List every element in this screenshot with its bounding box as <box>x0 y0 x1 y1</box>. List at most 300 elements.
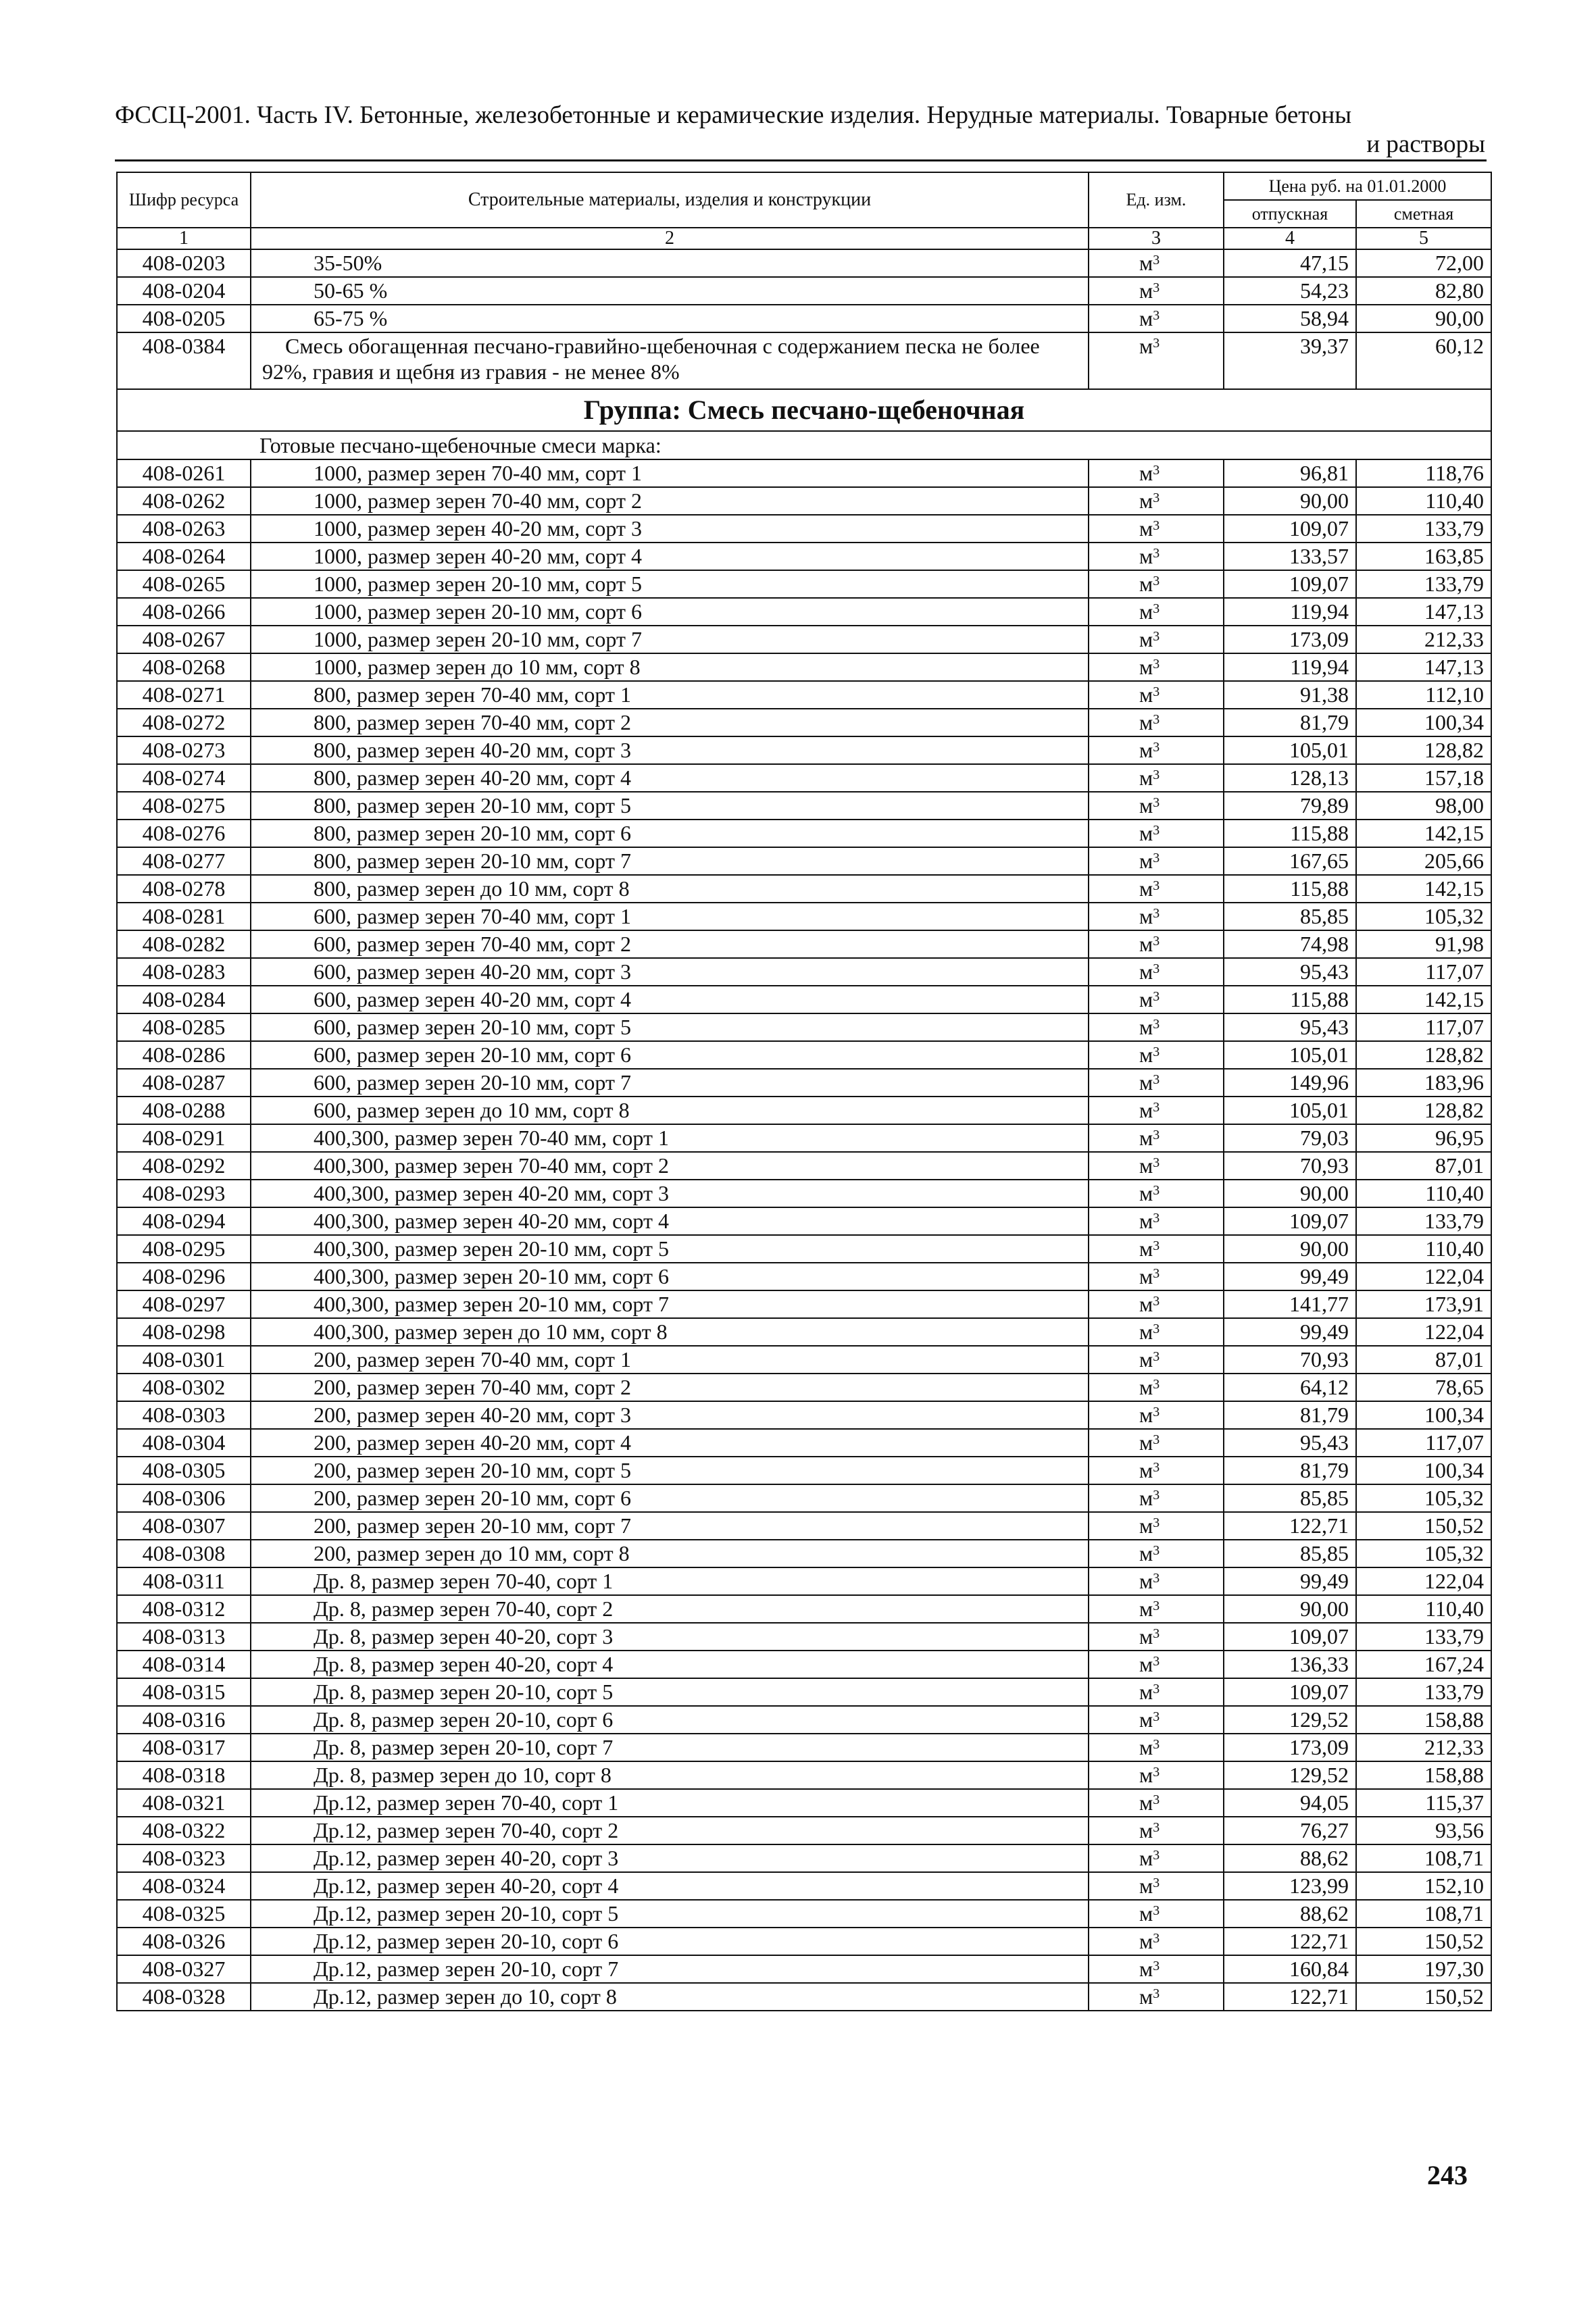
table-row <box>117 1346 1491 1374</box>
unit-power: 3 <box>1153 1903 1160 1918</box>
release-price: 85,85 <box>1224 903 1356 930</box>
table-row <box>117 1235 1491 1263</box>
unit-cell <box>1089 1346 1224 1374</box>
table-row <box>117 1928 1491 1955</box>
resource-code: 408-0285 <box>117 1013 251 1041</box>
unit-cell <box>1089 1706 1224 1734</box>
resource-code: 408-0312 <box>117 1595 251 1623</box>
unit-cell <box>1089 459 1224 487</box>
material-name: 1000, размер зерен до 10 мм, сорт 8 <box>251 653 1089 681</box>
material-name: 400,300, размер зерен 70-40 мм, сорт 2 <box>251 1152 1089 1180</box>
resource-code: 408-0282 <box>117 930 251 958</box>
estimate-price: 122,04 <box>1356 1318 1491 1346</box>
resource-code: 408-0308 <box>117 1540 251 1567</box>
estimate-price: 78,65 <box>1356 1374 1491 1401</box>
release-price: 105,01 <box>1224 1041 1356 1069</box>
table-row <box>117 570 1491 598</box>
unit-power: 3 <box>1153 1377 1160 1392</box>
unit-cell <box>1089 1069 1224 1097</box>
unit-label: м <box>1139 904 1153 928</box>
unit-cell <box>1089 958 1224 986</box>
estimate-price: 98,00 <box>1356 792 1491 820</box>
unit-label: м <box>1139 1513 1153 1538</box>
estimate-price: 100,34 <box>1356 709 1491 736</box>
resource-code: 408-0311 <box>117 1567 251 1595</box>
resource-code: 408-0283 <box>117 958 251 986</box>
unit-power: 3 <box>1153 1931 1160 1946</box>
column-number: 5 <box>1356 228 1491 249</box>
unit-power: 3 <box>1153 1294 1160 1309</box>
material-name: Др. 8, размер зерен 70-40, сорт 2 <box>251 1595 1089 1623</box>
table-row <box>117 1512 1491 1540</box>
estimate-price: 133,79 <box>1356 1678 1491 1706</box>
estimate-price: 105,32 <box>1356 1540 1491 1567</box>
unit-power: 3 <box>1153 1626 1160 1641</box>
unit-power: 3 <box>1153 1765 1160 1780</box>
estimate-price: 108,71 <box>1356 1900 1491 1928</box>
unit-label: м <box>1139 1236 1153 1261</box>
unit-power: 3 <box>1153 1599 1160 1613</box>
resource-code: 408-0314 <box>117 1651 251 1678</box>
unit-label: м <box>1139 544 1153 568</box>
estimate-price: 150,52 <box>1356 1983 1491 2011</box>
material-name: 200, размер зерен 70-40 мм, сорт 2 <box>251 1374 1089 1401</box>
resource-code: 408-0301 <box>117 1346 251 1374</box>
release-price: 94,05 <box>1224 1789 1356 1817</box>
unit-cell <box>1089 1152 1224 1180</box>
resource-code: 408-0272 <box>117 709 251 736</box>
unit-power: 3 <box>1153 601 1160 616</box>
resource-code: 408-0293 <box>117 1180 251 1207</box>
estimate-price: 112,10 <box>1356 681 1491 709</box>
release-price: 122,71 <box>1224 1928 1356 1955</box>
unit-cell <box>1089 903 1224 930</box>
table-row <box>117 1844 1491 1872</box>
material-name: Др.12, размер зерен 20-10, сорт 7 <box>251 1955 1089 1983</box>
estimate-price: 110,40 <box>1356 1595 1491 1623</box>
estimate-price: 118,76 <box>1356 459 1491 487</box>
unit-power: 3 <box>1153 1100 1160 1115</box>
table-row <box>117 1290 1491 1318</box>
unit-power: 3 <box>1153 1959 1160 1973</box>
header-release-price: отпускная <box>1224 200 1356 228</box>
unit-power: 3 <box>1153 1266 1160 1281</box>
resource-code: 408-0322 <box>117 1817 251 1844</box>
unit-power: 3 <box>1153 1792 1160 1807</box>
release-price: 81,79 <box>1224 1457 1356 1484</box>
table-row <box>117 1041 1491 1069</box>
resource-code: 408-0316 <box>117 1706 251 1734</box>
table-row <box>117 681 1491 709</box>
release-price: 88,62 <box>1224 1844 1356 1872</box>
release-price: 81,79 <box>1224 709 1356 736</box>
material-name: 600, размер зерен до 10 мм, сорт 8 <box>251 1097 1089 1124</box>
material-name: 1000, размер зерен 20-10 мм, сорт 6 <box>251 598 1089 626</box>
header-title-continuation: и растворы <box>1366 130 1485 158</box>
release-price: 54,23 <box>1224 277 1356 305</box>
resource-code: 408-0288 <box>117 1097 251 1124</box>
subheader-text: Готовые песчано-щебеночные смеси марка: <box>117 431 1491 459</box>
release-price: 90,00 <box>1224 1180 1356 1207</box>
release-price: 115,88 <box>1224 986 1356 1013</box>
unit-cell <box>1089 1207 1224 1235</box>
material-name: 600, размер зерен 70-40 мм, сорт 1 <box>251 903 1089 930</box>
table-row <box>117 249 1491 277</box>
unit-label: м <box>1139 1680 1153 1704</box>
unit-label: м <box>1139 987 1153 1011</box>
unit-cell <box>1089 681 1224 709</box>
resource-code: 408-0287 <box>117 1069 251 1097</box>
material-name: 600, размер зерен 40-20 мм, сорт 3 <box>251 958 1089 986</box>
unit-power: 3 <box>1153 463 1160 478</box>
unit-power: 3 <box>1153 280 1160 295</box>
estimate-price: 87,01 <box>1356 1346 1491 1374</box>
unit-label: м <box>1139 682 1153 707</box>
unit-cell <box>1089 1872 1224 1900</box>
unit-cell <box>1089 249 1224 277</box>
unit-label: м <box>1139 1181 1153 1205</box>
unit-power: 3 <box>1153 491 1160 505</box>
unit-power: 3 <box>1153 1072 1160 1087</box>
table-row <box>117 1097 1491 1124</box>
release-price: 133,57 <box>1224 543 1356 570</box>
material-name: 800, размер зерен до 10 мм, сорт 8 <box>251 875 1089 903</box>
unit-label: м <box>1139 1098 1153 1122</box>
release-price: 47,15 <box>1224 249 1356 277</box>
unit-label: м <box>1139 1042 1153 1067</box>
unit-label: м <box>1139 488 1153 513</box>
release-price: 76,27 <box>1224 1817 1356 1844</box>
release-price: 70,93 <box>1224 1346 1356 1374</box>
unit-label: м <box>1139 572 1153 596</box>
unit-power: 3 <box>1153 878 1160 893</box>
unit-power: 3 <box>1153 336 1160 351</box>
unit-power: 3 <box>1153 906 1160 921</box>
table-row <box>117 1013 1491 1041</box>
resource-code: 408-0291 <box>117 1124 251 1152</box>
unit-label: м <box>1139 793 1153 818</box>
estimate-price: 110,40 <box>1356 1180 1491 1207</box>
unit-cell <box>1089 570 1224 598</box>
unit-label: м <box>1139 932 1153 956</box>
unit-cell <box>1089 1734 1224 1761</box>
estimate-price: 100,34 <box>1356 1457 1491 1484</box>
unit-power: 3 <box>1153 823 1160 838</box>
release-price: 105,01 <box>1224 1097 1356 1124</box>
unit-cell <box>1089 1623 1224 1651</box>
unit-cell <box>1089 1429 1224 1457</box>
release-price: 109,07 <box>1224 1623 1356 1651</box>
unit-cell <box>1089 986 1224 1013</box>
unit-label: м <box>1139 1707 1153 1732</box>
unit-power: 3 <box>1153 1405 1160 1419</box>
unit-label: м <box>1139 461 1153 485</box>
resource-code: 408-0325 <box>117 1900 251 1928</box>
estimate-price: 122,04 <box>1356 1263 1491 1290</box>
release-price: 58,94 <box>1224 305 1356 332</box>
material-name: Др.12, размер зерен 70-40, сорт 1 <box>251 1789 1089 1817</box>
unit-label: м <box>1139 334 1153 358</box>
unit-power: 3 <box>1153 657 1160 672</box>
unit-cell <box>1089 1235 1224 1263</box>
unit-cell <box>1089 1263 1224 1290</box>
estimate-price: 142,15 <box>1356 875 1491 903</box>
material-name: 200, размер зерен 70-40 мм, сорт 1 <box>251 1346 1089 1374</box>
table-row <box>117 1817 1491 1844</box>
release-price: 90,00 <box>1224 487 1356 515</box>
release-price: 123,99 <box>1224 1872 1356 1900</box>
unit-label: м <box>1139 1735 1153 1759</box>
table-row <box>117 930 1491 958</box>
resource-code: 408-0263 <box>117 515 251 543</box>
release-price: 129,52 <box>1224 1761 1356 1789</box>
unit-label: м <box>1139 306 1153 330</box>
unit-power: 3 <box>1153 1045 1160 1059</box>
release-price: 115,88 <box>1224 820 1356 847</box>
unit-label: м <box>1139 1818 1153 1842</box>
unit-power: 3 <box>1153 308 1160 323</box>
unit-cell <box>1089 543 1224 570</box>
table-row <box>117 1484 1491 1512</box>
resource-code: 408-0271 <box>117 681 251 709</box>
table-row <box>117 847 1491 875</box>
table-row <box>117 1595 1491 1623</box>
unit-power: 3 <box>1153 1848 1160 1863</box>
table-row <box>117 626 1491 653</box>
unit-label: м <box>1139 738 1153 762</box>
unit-power: 3 <box>1153 1820 1160 1835</box>
unit-label: м <box>1139 1596 1153 1621</box>
estimate-price: 100,34 <box>1356 1401 1491 1429</box>
unit-power: 3 <box>1153 1183 1160 1198</box>
release-price: 173,09 <box>1224 1734 1356 1761</box>
table-row <box>117 598 1491 626</box>
material-name: 200, размер зерен 20-10 мм, сорт 7 <box>251 1512 1089 1540</box>
estimate-price: 110,40 <box>1356 1235 1491 1263</box>
estimate-price: 147,13 <box>1356 598 1491 626</box>
unit-label: м <box>1139 516 1153 540</box>
release-price: 95,43 <box>1224 958 1356 986</box>
release-price: 79,89 <box>1224 792 1356 820</box>
estimate-price: 173,91 <box>1356 1290 1491 1318</box>
release-price: 81,79 <box>1224 1401 1356 1429</box>
unit-cell <box>1089 820 1224 847</box>
column-number: 3 <box>1089 228 1224 249</box>
resource-code: 408-0277 <box>117 847 251 875</box>
estimate-price: 158,88 <box>1356 1761 1491 1789</box>
unit-cell <box>1089 277 1224 305</box>
unit-cell <box>1089 1789 1224 1817</box>
estimate-price: 115,37 <box>1356 1789 1491 1817</box>
unit-cell <box>1089 1180 1224 1207</box>
table-row <box>117 1429 1491 1457</box>
material-name: 200, размер зерен 20-10 мм, сорт 5 <box>251 1457 1089 1484</box>
estimate-price: 117,07 <box>1356 1013 1491 1041</box>
estimate-price: 158,88 <box>1356 1706 1491 1734</box>
unit-power: 3 <box>1153 851 1160 865</box>
resource-code: 408-0323 <box>117 1844 251 1872</box>
header-name: Строительные материалы, изделия и конструкции <box>251 172 1089 228</box>
unit-cell <box>1089 792 1224 820</box>
table-row <box>117 1180 1491 1207</box>
release-price: 91,38 <box>1224 681 1356 709</box>
material-name: Др.12, размер зерен 70-40, сорт 2 <box>251 1817 1089 1844</box>
estimate-price: 150,52 <box>1356 1928 1491 1955</box>
estimate-price: 142,15 <box>1356 986 1491 1013</box>
table-row <box>117 1263 1491 1290</box>
release-price: 96,81 <box>1224 459 1356 487</box>
estimate-price: 128,82 <box>1356 1097 1491 1124</box>
resource-code: 408-0274 <box>117 764 251 792</box>
unit-label: м <box>1139 1319 1153 1344</box>
unit-label: м <box>1139 821 1153 845</box>
unit-cell <box>1089 1457 1224 1484</box>
estimate-price: 122,04 <box>1356 1567 1491 1595</box>
table-row <box>117 764 1491 792</box>
resource-code: 408-0303 <box>117 1401 251 1429</box>
material-name: 800, размер зерен 70-40 мм, сорт 1 <box>251 681 1089 709</box>
table-row <box>117 1124 1491 1152</box>
unit-label: м <box>1139 765 1153 790</box>
release-price: 109,07 <box>1224 1207 1356 1235</box>
unit-cell <box>1089 1318 1224 1346</box>
unit-label: м <box>1139 1790 1153 1815</box>
unit-cell <box>1089 1512 1224 1540</box>
unit-power: 3 <box>1153 1737 1160 1752</box>
unit-power: 3 <box>1153 684 1160 699</box>
material-name: 1000, размер зерен 40-20 мм, сорт 4 <box>251 543 1089 570</box>
page-header <box>115 101 1485 159</box>
estimate-price: 108,71 <box>1356 1844 1491 1872</box>
resource-code: 408-0296 <box>117 1263 251 1290</box>
material-name: Др. 8, размер зерен 40-20, сорт 4 <box>251 1651 1089 1678</box>
unit-power: 3 <box>1153 1128 1160 1142</box>
unit-label: м <box>1139 1541 1153 1565</box>
estimate-price: 133,79 <box>1356 1623 1491 1651</box>
unit-power: 3 <box>1153 518 1160 533</box>
release-price: 70,93 <box>1224 1152 1356 1180</box>
material-name: 600, размер зерен 20-10 мм, сорт 5 <box>251 1013 1089 1041</box>
unit-cell <box>1089 487 1224 515</box>
unit-cell <box>1089 1955 1224 1983</box>
release-price: 39,37 <box>1224 332 1356 389</box>
unit-power: 3 <box>1153 1460 1160 1475</box>
unit-cell <box>1089 1900 1224 1928</box>
unit-power: 3 <box>1153 712 1160 727</box>
estimate-price: 157,18 <box>1356 764 1491 792</box>
table-row <box>117 515 1491 543</box>
estimate-price: 133,79 <box>1356 515 1491 543</box>
unit-cell <box>1089 598 1224 626</box>
resource-code: 408-0307 <box>117 1512 251 1540</box>
material-name: 400,300, размер зерен до 10 мм, сорт 8 <box>251 1318 1089 1346</box>
resource-code: 408-0261 <box>117 459 251 487</box>
table-row <box>117 1651 1491 1678</box>
unit-power: 3 <box>1153 1571 1160 1586</box>
unit-cell <box>1089 626 1224 653</box>
release-price: 99,49 <box>1224 1263 1356 1290</box>
unit-label: м <box>1139 1430 1153 1455</box>
release-price: 90,00 <box>1224 1595 1356 1623</box>
unit-label: м <box>1139 710 1153 734</box>
material-name: 200, размер зерен 20-10 мм, сорт 6 <box>251 1484 1089 1512</box>
resource-code: 408-0321 <box>117 1789 251 1817</box>
table-row <box>117 792 1491 820</box>
resource-code: 408-0273 <box>117 736 251 764</box>
material-name: 600, размер зерен 70-40 мм, сорт 2 <box>251 930 1089 958</box>
table-row <box>117 1789 1491 1817</box>
unit-label: м <box>1139 1264 1153 1288</box>
material-name: 800, размер зерен 20-10 мм, сорт 7 <box>251 847 1089 875</box>
unit-power: 3 <box>1153 795 1160 810</box>
material-name: Др.12, размер зерен 20-10, сорт 5 <box>251 1900 1089 1928</box>
estimate-price: 82,80 <box>1356 277 1491 305</box>
release-price: 122,71 <box>1224 1512 1356 1540</box>
unit-label: м <box>1139 278 1153 303</box>
table-row <box>117 903 1491 930</box>
resource-code: 408-0286 <box>117 1041 251 1069</box>
unit-label: м <box>1139 1015 1153 1039</box>
unit-label: м <box>1139 1292 1153 1316</box>
column-number-row <box>117 228 1491 249</box>
estimate-price: 150,52 <box>1356 1512 1491 1540</box>
unit-power: 3 <box>1153 1543 1160 1558</box>
unit-power: 3 <box>1153 961 1160 976</box>
resource-code: 408-0317 <box>117 1734 251 1761</box>
unit-label: м <box>1139 627 1153 651</box>
material-name: 600, размер зерен 40-20 мм, сорт 4 <box>251 986 1089 1013</box>
release-price: 99,49 <box>1224 1318 1356 1346</box>
unit-label: м <box>1139 1901 1153 1926</box>
unit-label: м <box>1139 1070 1153 1095</box>
unit-label: м <box>1139 1957 1153 1981</box>
resource-code: 408-0264 <box>117 543 251 570</box>
subheader-row <box>117 431 1491 459</box>
release-price: 149,96 <box>1224 1069 1356 1097</box>
resource-code: 408-0306 <box>117 1484 251 1512</box>
material-name: 400,300, размер зерен 20-10 мм, сорт 5 <box>251 1235 1089 1263</box>
release-price: 90,00 <box>1224 1235 1356 1263</box>
estimate-price: 183,96 <box>1356 1069 1491 1097</box>
table-header-row <box>117 172 1491 200</box>
resource-code: 408-0267 <box>117 626 251 653</box>
unit-power: 3 <box>1153 574 1160 588</box>
unit-label: м <box>1139 1652 1153 1676</box>
material-name: 35-50% <box>251 249 1089 277</box>
release-price: 109,07 <box>1224 1678 1356 1706</box>
unit-power: 3 <box>1153 1322 1160 1336</box>
table-row <box>117 1540 1491 1567</box>
material-name: Др. 8, размер зерен 20-10, сорт 5 <box>251 1678 1089 1706</box>
resource-code: 408-0384 <box>117 332 251 389</box>
table-row <box>117 820 1491 847</box>
unit-label: м <box>1139 849 1153 873</box>
estimate-price: 91,98 <box>1356 930 1491 958</box>
unit-power: 3 <box>1153 1349 1160 1364</box>
resource-code: 408-0262 <box>117 487 251 515</box>
table-row <box>117 1900 1491 1928</box>
resource-code: 408-0313 <box>117 1623 251 1651</box>
estimate-price: 133,79 <box>1356 1207 1491 1235</box>
unit-cell <box>1089 1651 1224 1678</box>
unit-label: м <box>1139 1846 1153 1870</box>
unit-power: 3 <box>1153 1709 1160 1724</box>
unit-label: м <box>1139 1458 1153 1482</box>
material-name: 800, размер зерен 40-20 мм, сорт 4 <box>251 764 1089 792</box>
release-price: 79,03 <box>1224 1124 1356 1152</box>
estimate-price: 90,00 <box>1356 305 1491 332</box>
unit-label: м <box>1139 655 1153 679</box>
